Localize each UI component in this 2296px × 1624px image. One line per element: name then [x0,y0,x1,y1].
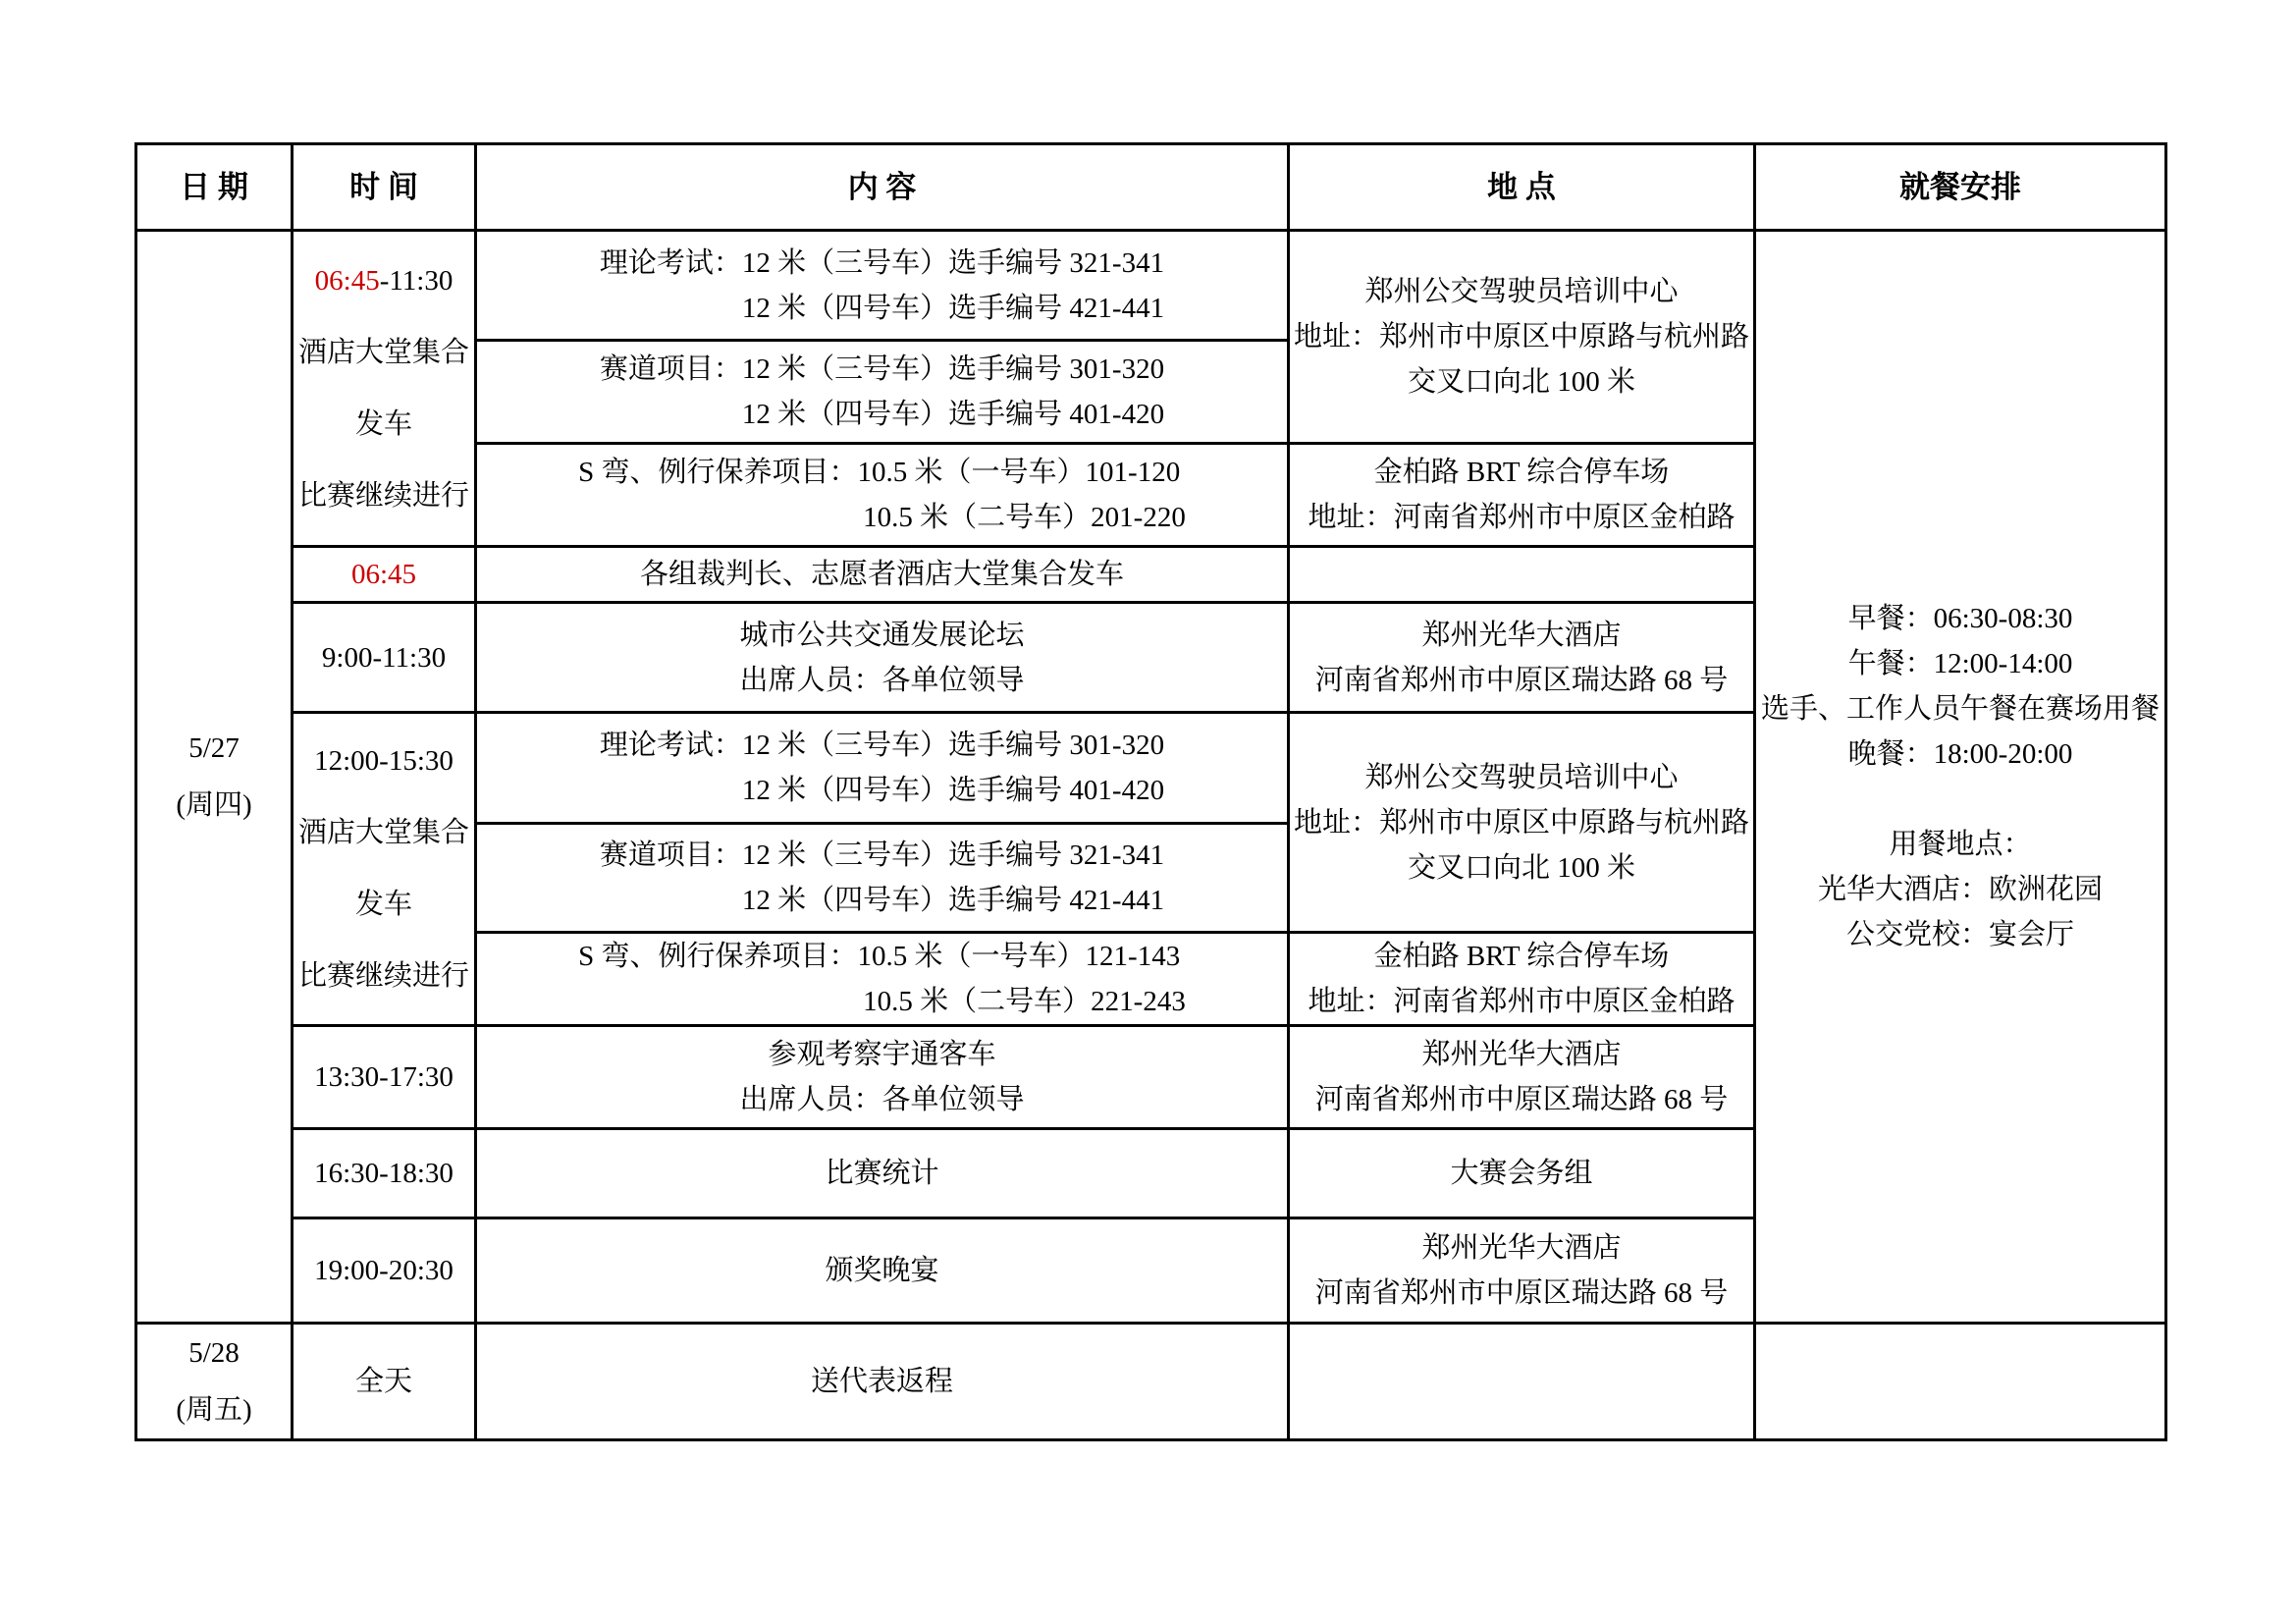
location-cell-committee: 大赛会务组 [1289,1129,1755,1218]
time-line [294,245,474,317]
time-cell-stats: 16:30-18:30 [293,1129,476,1218]
table-row [136,1324,2166,1440]
time-line: 比赛继续进行 [297,960,469,992]
content-cell-theory-pm [476,713,1289,824]
content-line: 10.5 米（二号车）201-220 [863,502,1186,533]
content-line: 出席人员：各单位领导 [739,664,1025,696]
location-line: 河南省郑州市中原区瑞达路 68 号 [1314,664,1729,696]
time-cell-morning [293,231,476,547]
content-line: 理论考试：12 米（三号车）选手编号 321-341 [599,246,1165,279]
time-cell-judges [293,547,476,603]
content-block [600,241,1164,331]
content-line: 赛道项目：12 米（三号车）选手编号 321-341 [599,839,1165,871]
location-line: 交叉口向北 100 米 [1407,851,1635,884]
location-line: 郑州光华大酒店 [1421,1232,1622,1264]
location-cell-brt-depot-am [1289,444,1755,547]
content-cell-forum [476,603,1289,713]
header-content: 内 容 [476,144,1289,231]
header-row [136,144,2166,231]
time-cell-visit: 13:30-17:30 [293,1026,476,1129]
date-line: (周四) [176,789,252,821]
location-line: 金柏路 BRT 综合停车场 [1373,941,1670,972]
location-line: 地址：郑州市中原区中原路与杭州路 [1293,321,1749,352]
location-cell-empty [1289,547,1755,603]
time-black-part: -11:30 [379,264,454,297]
content-cell-track-pm [476,824,1289,933]
content-block [600,723,1164,813]
location-line: 郑州公交驾驶员培训中心 [1364,761,1679,793]
location-line: 地址：郑州市中原区中原路与杭州路 [1293,806,1749,839]
location-line: 河南省郑州市中原区瑞达路 68 号 [1314,1277,1729,1309]
content-line: 12 米（四号车）选手编号 401-420 [741,399,1165,430]
header-date: 日 期 [136,144,293,231]
content-block [578,934,1186,1024]
time-line: 酒店大堂集合 [297,336,469,368]
header-location: 地 点 [1289,144,1755,231]
location-cell-hotel-visit [1289,1026,1755,1129]
location-cell-training-center-pm [1289,713,1755,933]
time-line: 酒店大堂集合 [297,817,469,848]
content-cell-visit [476,1026,1289,1129]
meal-line: 晚餐：18:00-20:00 [1847,738,2073,770]
content-line: 12 米（四号车）选手编号 401-420 [741,775,1165,806]
meal-line: 光华大酒店：欧洲花园 [1817,874,2103,905]
time-red-part: 06:45 [314,264,380,297]
table-row [136,231,2166,341]
content-line: 12 米（四号车）选手编号 421-441 [741,292,1165,324]
time-cell-banquet: 19:00-20:30 [293,1218,476,1324]
content-line: 出席人员：各单位领导 [739,1084,1025,1115]
content-line: S 弯、例行保养项目：10.5 米（一号车）121-143 [578,941,1181,972]
meal-spacer [1756,777,2164,822]
location-line: 地址：河南省郑州市中原区金柏路 [1308,502,1735,533]
meal-line: 午餐：12:00-14:00 [1847,648,2073,679]
meal-cell [1755,231,2166,1324]
location-cell-hotel-forum [1289,603,1755,713]
content-line: 10.5 米（二号车）221-243 [863,986,1186,1017]
content-line: 参观考察宇通客车 [768,1039,996,1070]
content-block [600,833,1164,923]
location-line: 交叉口向北 100 米 [1407,366,1635,398]
location-cell-empty [1289,1324,1755,1440]
header-meal: 就餐安排 [1755,144,2166,231]
content-line: 12 米（四号车）选手编号 421-441 [741,885,1165,916]
content-cell-track-am [476,341,1289,444]
location-line: 郑州光华大酒店 [1421,1039,1622,1070]
time-cell-forum: 9:00-11:30 [293,603,476,713]
date-line: (周五) [176,1394,252,1426]
time-cell-noon [293,713,476,1026]
location-cell-hotel-banquet [1289,1218,1755,1324]
content-line: 赛道项目：12 米（三号车）选手编号 301-320 [599,353,1165,385]
time-cell-allday: 全天 [293,1324,476,1440]
location-cell-training-center-am [1289,231,1755,444]
time-line: 发车 [354,889,412,920]
content-cell-sbend-pm [476,933,1289,1026]
time-red-part: 06:45 [350,559,417,590]
date-line: 5/27 [188,732,240,764]
content-cell-departure: 送代表返程 [476,1324,1289,1440]
time-line: 发车 [354,407,412,440]
content-cell-sbend-am [476,444,1289,547]
content-block [600,347,1164,437]
date-line: 5/28 [188,1337,240,1369]
meal-cell-empty [1755,1324,2166,1440]
meal-line: 早餐：06:30-08:30 [1847,603,2073,634]
content-cell-theory-am [476,231,1289,341]
content-cell-stats: 比赛统计 [476,1129,1289,1218]
time-line: 12:00-15:30 [314,745,454,777]
location-line: 河南省郑州市中原区瑞达路 68 号 [1314,1084,1729,1115]
content-cell-banquet: 颁奖晚宴 [476,1218,1289,1324]
meal-line: 选手、工作人员午餐在赛场用餐 [1760,693,2160,725]
location-line: 金柏路 BRT 综合停车场 [1373,457,1670,488]
content-line: S 弯、例行保养项目：10.5 米（一号车）101-120 [578,457,1181,488]
header-time: 时 间 [293,144,476,231]
content-line: 理论考试：12 米（三号车）选手编号 301-320 [599,730,1165,761]
content-cell-judges: 各组裁判长、志愿者酒店大堂集合发车 [476,547,1289,603]
location-line: 郑州光华大酒店 [1421,619,1622,651]
location-cell-brt-depot-pm [1289,933,1755,1026]
meal-line: 用餐地点： [1889,829,2032,860]
location-line: 地址：河南省郑州市中原区金柏路 [1308,986,1735,1017]
meal-line: 公交党校：宴会厅 [1845,919,2074,950]
content-block [578,450,1186,540]
content-line: 城市公共交通发展论坛 [739,619,1025,651]
time-line: 比赛继续进行 [297,479,469,512]
schedule-table [134,142,2167,1441]
location-line: 郑州公交驾驶员培训中心 [1364,276,1679,307]
date-cell-528 [136,1324,293,1440]
date-cell-527 [136,231,293,1324]
